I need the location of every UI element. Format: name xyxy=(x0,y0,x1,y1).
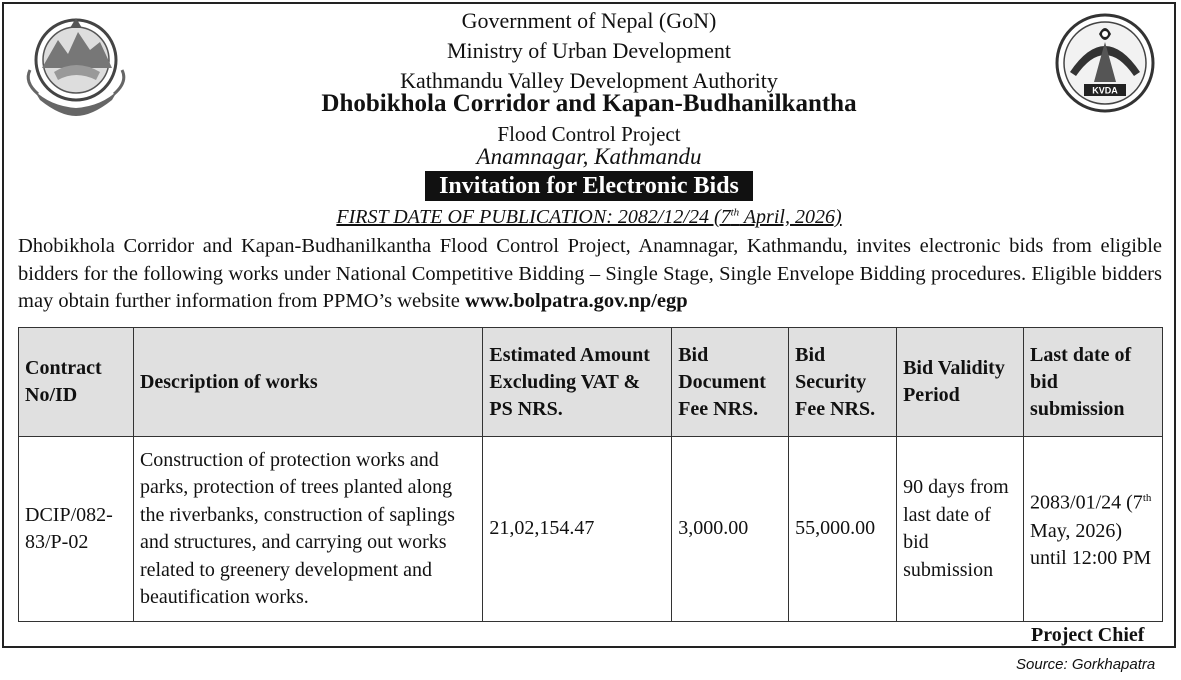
header-doc-fee: Bid Document Fee NRS. xyxy=(672,328,789,437)
header-estimated-amount: Estimated Amount Excluding VAT & PS NRS. xyxy=(483,328,672,437)
bid-table xyxy=(18,327,1163,622)
cell-deadline: 2083/01/24 (7th May, 2026) until 12:00 PM xyxy=(1024,437,1163,622)
project-address: Anamnagar, Kathmandu xyxy=(476,144,702,169)
ministry-heading: Ministry of Urban Development xyxy=(446,38,732,63)
header-security-fee: Bid Security Fee NRS. xyxy=(789,328,897,437)
cell-amount: 21,02,154.47 xyxy=(483,437,672,622)
source-credit: Source: Gorkhapatra xyxy=(1016,656,1156,673)
gov-heading: Government of Nepal (GoN) xyxy=(461,8,717,33)
cell-contract-id: DCIP/082-83/P-02 xyxy=(19,437,134,622)
project-subheading: Flood Control Project xyxy=(497,122,681,146)
ppmo-website-link[interactable]: www.bolpatra.gov.np/egp xyxy=(464,290,688,312)
table-row xyxy=(19,437,1163,622)
header-description: Description of works xyxy=(133,328,482,437)
header-deadline: Last date of bid submission xyxy=(1024,328,1163,437)
table-header-row xyxy=(19,328,1163,437)
cell-validity: 90 days from last date of bid submission xyxy=(897,437,1024,622)
project-heading: Dhobikhola Corridor and Kapan-Budhanilkantha xyxy=(321,90,857,117)
publication-date: FIRST DATE OF PUBLICATION: 2082/12/24 (7th April, 2026) xyxy=(336,206,842,228)
header-contract-id: Contract No/ID xyxy=(19,328,134,437)
header-validity: Bid Validity Period xyxy=(897,328,1024,437)
bid-notice xyxy=(2,2,1176,648)
notice-title: Invitation for Electronic Bids xyxy=(425,171,753,201)
intro-paragraph: Dhobikhola Corridor and Kapan-Budhanilkantha Flood Control Project, Anamnagar, Kathmandu, invites electronic bids from eligible bidders for the following works under National Competitive Bidding – Single Stage, Single Envelope Bidding procedures. Eligible bidders may obtain further information from PPMO’s website www.bolpatra.gov.np/egp xyxy=(18,235,1162,312)
signature: Project Chief xyxy=(1031,624,1145,646)
authority-heading: Kathmandu Valley Development Authority xyxy=(400,68,778,93)
cell-doc-fee: 3,000.00 xyxy=(672,437,789,622)
cell-security-fee: 55,000.00 xyxy=(789,437,897,622)
cell-description: Construction of protection works and parks, protection of trees planted along the riverbanks, construction of saplings and structures, and carrying out works related to greenery development and beautification works. xyxy=(133,437,482,622)
svg-text:KVDA: KVDA xyxy=(1092,85,1118,96)
